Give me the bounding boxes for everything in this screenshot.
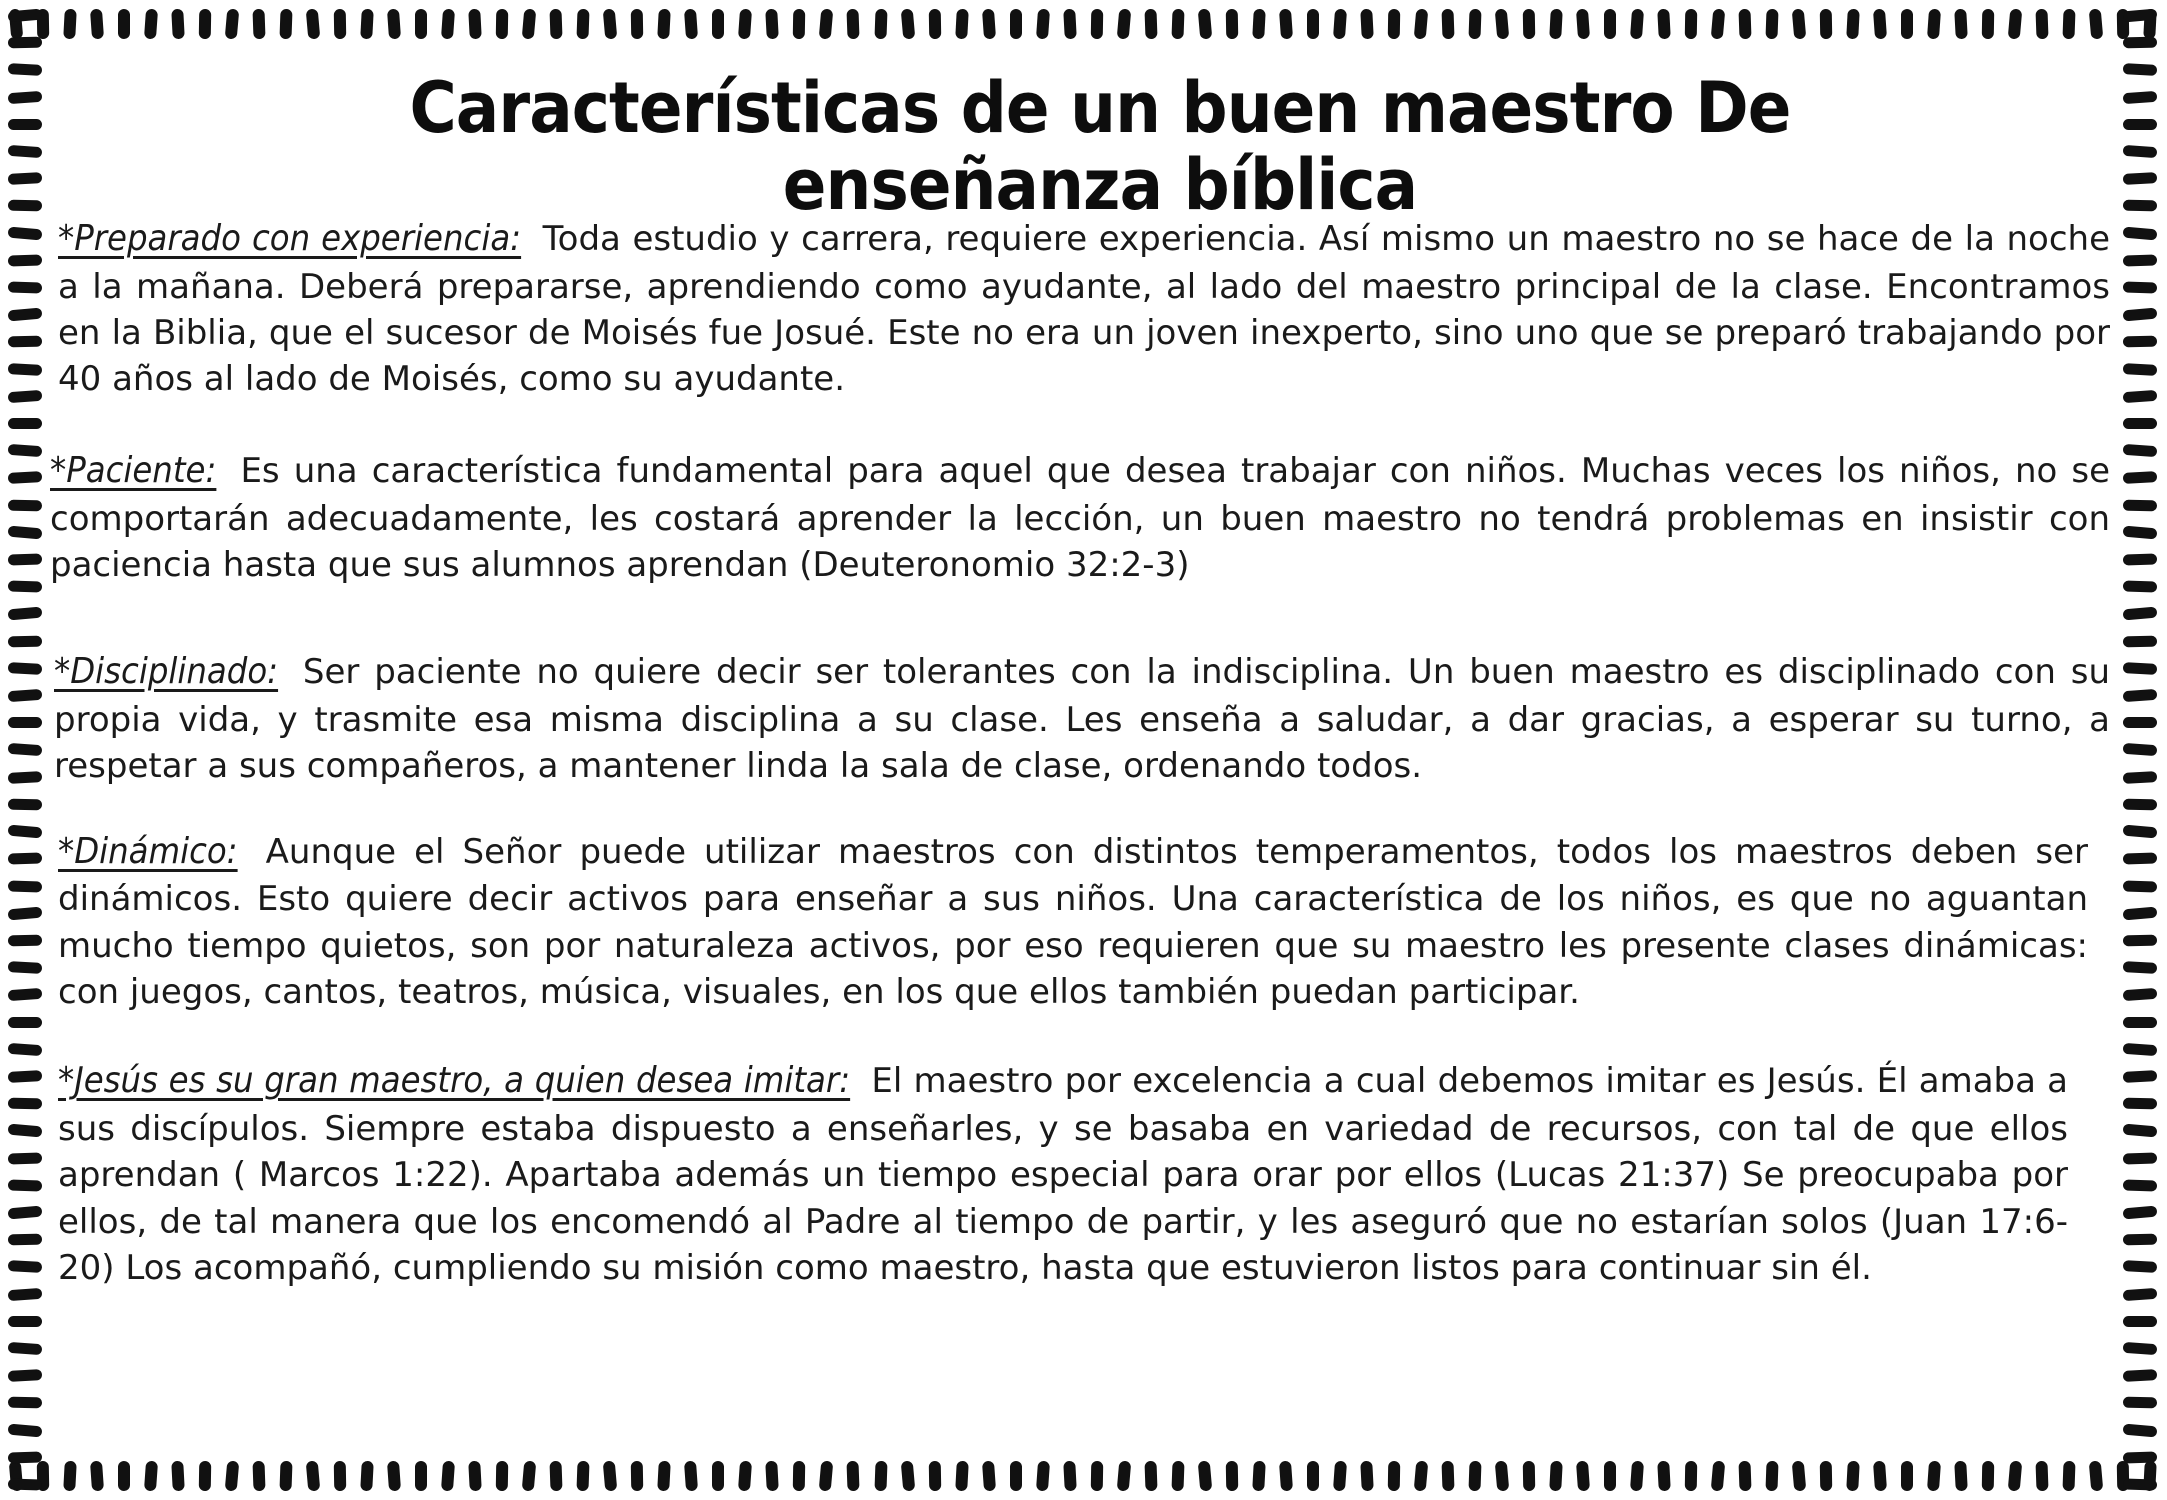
border-dash bbox=[2008, 1461, 2023, 1492]
border-dash bbox=[1144, 9, 1157, 39]
border-dash bbox=[468, 1461, 482, 1492]
border-dash bbox=[2123, 799, 2157, 811]
border-dash bbox=[2123, 1342, 2158, 1355]
border-dash bbox=[928, 9, 941, 39]
border-dash bbox=[8, 226, 43, 240]
border-dash bbox=[360, 9, 374, 40]
border-dash bbox=[1927, 9, 1941, 40]
border-dash bbox=[1738, 1461, 1751, 1491]
section-disciplinado bbox=[54, 648, 2110, 789]
border-dash bbox=[2123, 635, 2157, 647]
border-dash bbox=[8, 1451, 42, 1463]
border-dash bbox=[1414, 9, 1429, 40]
border-dash bbox=[1468, 1461, 1481, 1491]
border-dash bbox=[2123, 363, 2158, 376]
border-dash bbox=[118, 1461, 130, 1491]
border-dash bbox=[171, 9, 185, 40]
border-dash bbox=[8, 662, 43, 675]
border-dash bbox=[63, 9, 77, 40]
border-dash bbox=[2123, 853, 2157, 865]
border-dash bbox=[712, 1461, 724, 1491]
border-dash bbox=[8, 390, 43, 403]
border-dash bbox=[631, 9, 644, 39]
border-dash bbox=[8, 1369, 43, 1382]
border-dash bbox=[1333, 9, 1347, 40]
border-dash bbox=[928, 1461, 941, 1491]
border-dash bbox=[793, 1461, 806, 1491]
border-dash bbox=[8, 90, 43, 103]
border-dash bbox=[1360, 1461, 1374, 1492]
border-dash bbox=[2089, 1461, 2104, 1492]
border-dash bbox=[1523, 1461, 1536, 1491]
border-dash bbox=[8, 472, 43, 485]
border-dash bbox=[766, 9, 780, 40]
border-dash bbox=[8, 418, 42, 429]
border-dash bbox=[955, 1461, 969, 1492]
section-preparado bbox=[58, 215, 2110, 403]
border-dash bbox=[441, 9, 455, 40]
border-dash bbox=[1468, 9, 1481, 39]
border-dash bbox=[1657, 9, 1671, 40]
border-dash bbox=[2008, 9, 2023, 40]
border-dash bbox=[1820, 9, 1833, 39]
border-dash bbox=[8, 1152, 42, 1164]
border-dash bbox=[118, 9, 130, 39]
section-heading: *Preparado con experiencia: bbox=[58, 218, 522, 259]
border-dash bbox=[8, 1397, 42, 1409]
border-dash bbox=[90, 1461, 104, 1492]
border-dash bbox=[1711, 1461, 1726, 1492]
border-dash bbox=[306, 1461, 321, 1492]
border-dash bbox=[1252, 1461, 1266, 1492]
border-dash bbox=[8, 799, 42, 811]
border-dash bbox=[712, 9, 724, 39]
decorative-border-bottom bbox=[10, 1456, 2157, 1496]
border-dash bbox=[1307, 1461, 1319, 1491]
border-dash bbox=[334, 9, 347, 39]
border-dash bbox=[2123, 1124, 2158, 1138]
border-dash bbox=[1063, 1461, 1077, 1492]
border-dash bbox=[631, 1461, 644, 1491]
border-dash bbox=[1711, 9, 1726, 40]
border-dash bbox=[900, 9, 915, 40]
border-dash bbox=[441, 1461, 455, 1492]
border-dash bbox=[2123, 499, 2157, 511]
border-dash bbox=[1144, 1461, 1157, 1491]
border-dash bbox=[1846, 9, 1860, 40]
border-dash bbox=[2123, 880, 2157, 892]
border-dash bbox=[496, 1461, 509, 1491]
border-dash bbox=[1954, 1461, 1968, 1492]
border-dash bbox=[874, 1461, 887, 1491]
border-dash bbox=[8, 935, 42, 947]
border-dash bbox=[8, 336, 42, 348]
section-text: Es una característica fundamental para aquel que desea trabajar con niños. Muchas veces los niños, no se comportarán adecuadamente, les costará aprender la lección, un buen maestro no tendrá problemas en insistir con paciencia hasta que sus alumnos aprendan (Deuteronomio 32:2-3) bbox=[50, 450, 2111, 585]
border-dash bbox=[415, 1461, 427, 1491]
border-dash bbox=[1197, 1461, 1212, 1492]
border-dash bbox=[1657, 1461, 1671, 1492]
border-dash bbox=[8, 9, 43, 23]
border-dash bbox=[468, 9, 482, 40]
border-dash bbox=[522, 1461, 537, 1492]
border-dash bbox=[8, 145, 43, 158]
border-dash bbox=[738, 1461, 752, 1492]
border-dash bbox=[550, 1461, 563, 1491]
border-dash bbox=[658, 9, 672, 40]
border-dash bbox=[2123, 581, 2157, 593]
border-dash bbox=[2123, 336, 2157, 348]
border-dash bbox=[280, 1461, 293, 1491]
border-dash bbox=[1738, 9, 1751, 39]
section-heading: *Paciente: bbox=[50, 449, 217, 491]
border-dash bbox=[8, 771, 43, 784]
border-dash bbox=[8, 308, 43, 322]
border-dash bbox=[2123, 200, 2157, 212]
border-dash bbox=[1441, 9, 1454, 39]
border-dash bbox=[2123, 472, 2158, 485]
border-dash bbox=[2123, 1070, 2158, 1083]
border-dash bbox=[8, 853, 42, 865]
border-dash bbox=[684, 9, 698, 40]
border-dash bbox=[1116, 9, 1131, 40]
border-dash bbox=[793, 9, 806, 39]
border-dash bbox=[2036, 1461, 2049, 1491]
border-dash bbox=[2123, 906, 2158, 920]
border-dash bbox=[2123, 1205, 2158, 1219]
border-dash bbox=[658, 1461, 672, 1492]
border-dash bbox=[550, 9, 563, 39]
border-dash bbox=[1982, 1461, 1995, 1491]
border-dash bbox=[1630, 9, 1644, 40]
border-dash bbox=[1604, 1461, 1616, 1491]
border-dash bbox=[8, 1017, 42, 1028]
border-dash bbox=[2123, 145, 2158, 158]
border-dash bbox=[2063, 1461, 2076, 1491]
border-dash bbox=[8, 717, 42, 728]
border-dash bbox=[1630, 1461, 1644, 1492]
border-dash bbox=[1954, 9, 1968, 40]
border-dash bbox=[2123, 37, 2157, 49]
border-dash bbox=[8, 635, 42, 647]
border-dash bbox=[253, 1461, 266, 1491]
border-dash bbox=[1576, 1461, 1590, 1492]
border-dash bbox=[2123, 607, 2158, 621]
border-dash bbox=[2123, 1152, 2157, 1164]
border-dash bbox=[1820, 1461, 1833, 1491]
border-dash bbox=[1279, 9, 1293, 40]
border-dash bbox=[2123, 1316, 2157, 1327]
border-dash bbox=[1549, 9, 1563, 40]
border-dash bbox=[2123, 553, 2157, 565]
border-dash bbox=[2123, 961, 2158, 974]
border-dash bbox=[1279, 1461, 1293, 1492]
border-dash bbox=[1063, 9, 1077, 40]
border-dash bbox=[1495, 9, 1510, 40]
border-dash bbox=[1873, 9, 1887, 40]
border-dash bbox=[8, 689, 43, 702]
border-dash bbox=[1765, 9, 1778, 39]
border-dash bbox=[1171, 9, 1184, 39]
border-dash bbox=[1388, 1461, 1401, 1491]
border-dash bbox=[306, 9, 321, 40]
border-dash bbox=[144, 9, 158, 40]
border-dash bbox=[1685, 9, 1698, 39]
border-dash bbox=[2123, 662, 2158, 675]
border-dash bbox=[2123, 1179, 2157, 1191]
border-dash bbox=[387, 9, 401, 40]
border-dash bbox=[2123, 418, 2157, 429]
border-dash bbox=[199, 9, 212, 39]
border-dash bbox=[2123, 525, 2158, 539]
border-dash bbox=[1549, 1461, 1563, 1492]
decorative-border-right bbox=[2119, 10, 2161, 1490]
decorative-border-top bbox=[10, 4, 2157, 44]
border-dash bbox=[2063, 9, 2076, 39]
border-dash bbox=[8, 607, 43, 621]
border-dash bbox=[2123, 743, 2158, 756]
border-dash bbox=[2123, 64, 2158, 77]
border-dash bbox=[1441, 1461, 1454, 1491]
border-dash bbox=[2123, 1043, 2158, 1056]
border-dash bbox=[684, 1461, 698, 1492]
border-dash bbox=[2123, 1098, 2157, 1110]
border-dash bbox=[1036, 9, 1050, 40]
border-dash bbox=[1225, 9, 1238, 39]
border-dash bbox=[2123, 1260, 2158, 1273]
border-dash bbox=[253, 9, 266, 39]
border-dash bbox=[1685, 1461, 1698, 1491]
border-dash bbox=[8, 1043, 43, 1056]
border-dash bbox=[8, 825, 43, 839]
border-dash bbox=[2123, 390, 2158, 403]
border-dash bbox=[2123, 1234, 2157, 1246]
border-dash bbox=[360, 1461, 374, 1492]
border-dash bbox=[738, 9, 752, 40]
border-dash bbox=[8, 525, 43, 539]
border-dash bbox=[2123, 281, 2157, 293]
border-dash bbox=[2123, 1369, 2158, 1382]
border-dash bbox=[1576, 9, 1590, 40]
border-dash bbox=[8, 444, 43, 457]
border-dash bbox=[819, 9, 834, 40]
section-heading: *Jesús es su gran maestro, a quien desea imitar: bbox=[58, 1060, 851, 1102]
border-dash bbox=[2123, 90, 2158, 103]
border-dash bbox=[144, 1461, 158, 1492]
border-dash bbox=[874, 9, 887, 39]
border-dash bbox=[2123, 825, 2158, 839]
page-title: Características de un buen maestro De enseñanza bíblica bbox=[409, 67, 1791, 226]
border-dash bbox=[1252, 9, 1266, 40]
border-dash bbox=[2123, 254, 2157, 266]
border-dash bbox=[8, 37, 42, 49]
border-dash bbox=[8, 499, 42, 511]
section-dinamico bbox=[58, 828, 2088, 1016]
border-dash bbox=[2123, 935, 2157, 947]
border-dash bbox=[1036, 1461, 1050, 1492]
border-dash bbox=[8, 1124, 43, 1138]
border-dash bbox=[2123, 717, 2157, 728]
section-text: Toda estudio y carrera, requiere experiencia. Así mismo un maestro no se hace de la noche a la mañana. Deberá prepararse, aprendiendo como ayudante, al lado del maestro principal de la clase. Encontramos en la Biblia, que el sucesor de Moisés fue Josué. Este no era un joven inexperto, sino uno que se preparó trabajando por 40 años al lado de Moisés, como su ayudante. bbox=[58, 219, 2110, 400]
border-dash bbox=[2123, 689, 2158, 702]
border-dash bbox=[63, 1461, 77, 1492]
border-dash bbox=[900, 1461, 915, 1492]
border-dash bbox=[1010, 9, 1022, 39]
border-dash bbox=[8, 1234, 42, 1246]
border-dash bbox=[819, 1461, 834, 1492]
border-dash bbox=[2123, 1423, 2158, 1437]
border-dash bbox=[90, 9, 104, 40]
border-dash bbox=[982, 1461, 996, 1492]
border-dash bbox=[8, 200, 42, 212]
border-dash bbox=[522, 9, 537, 40]
border-dash bbox=[1090, 1461, 1103, 1491]
decorative-border-left bbox=[4, 10, 46, 1490]
border-dash bbox=[1873, 1461, 1887, 1492]
border-dash bbox=[2123, 1397, 2157, 1409]
border-dash bbox=[199, 1461, 212, 1491]
border-dash bbox=[8, 1342, 43, 1355]
border-dash bbox=[1792, 1461, 1807, 1492]
border-dash bbox=[2089, 9, 2104, 40]
border-dash bbox=[1010, 1461, 1022, 1491]
border-dash bbox=[603, 1461, 618, 1492]
border-dash bbox=[603, 9, 618, 40]
border-dash bbox=[577, 1461, 590, 1491]
border-dash bbox=[171, 1461, 185, 1492]
border-dash bbox=[8, 988, 43, 1001]
border-dash bbox=[8, 1179, 42, 1191]
border-dash bbox=[8, 1098, 42, 1110]
section-text: Ser paciente no quiere decir ser tolerantes con la indisciplina. Un buen maestro es disciplinado con su propia vida, y trasmite esa misma disciplina a su clase. Les enseña a saludar, a dar gracias, a esperar su turno, a respetar a sus compañeros, a mantener linda la sala de clase, ordenando todos. bbox=[54, 652, 2110, 787]
border-dash bbox=[847, 1461, 860, 1491]
border-dash bbox=[2123, 988, 2158, 1001]
section-paciente bbox=[50, 447, 2110, 588]
border-dash bbox=[1307, 9, 1319, 39]
border-dash bbox=[2123, 226, 2158, 240]
border-dash bbox=[334, 1461, 347, 1491]
border-dash bbox=[8, 880, 42, 892]
border-dash bbox=[1982, 9, 1995, 39]
border-dash bbox=[8, 254, 42, 266]
border-dash bbox=[2123, 444, 2158, 457]
border-dash bbox=[2123, 771, 2158, 784]
border-dash bbox=[2123, 1478, 2157, 1490]
border-dash bbox=[2123, 1287, 2158, 1300]
border-dash bbox=[8, 1070, 43, 1083]
border-dash bbox=[2123, 119, 2157, 130]
border-dash bbox=[1333, 1461, 1347, 1492]
border-dash bbox=[8, 961, 43, 974]
border-dash bbox=[1901, 9, 1913, 39]
border-dash bbox=[1171, 1461, 1184, 1491]
border-dash bbox=[1495, 1461, 1510, 1492]
border-dash bbox=[8, 1478, 42, 1490]
border-dash bbox=[1792, 9, 1807, 40]
border-dash bbox=[1116, 1461, 1131, 1492]
border-dash bbox=[496, 9, 509, 39]
border-dash bbox=[8, 1260, 43, 1273]
border-dash bbox=[1901, 1461, 1913, 1491]
border-dash bbox=[2123, 9, 2158, 23]
border-dash bbox=[225, 1461, 240, 1492]
border-dash bbox=[8, 172, 43, 185]
border-dash bbox=[1197, 9, 1212, 40]
border-dash bbox=[1927, 1461, 1941, 1492]
border-dash bbox=[8, 281, 42, 293]
section-text: Aunque el Señor puede utilizar maestros con distintos temperamentos, todos los maestros deben ser dinámicos. Esto quiere decir activos para enseñar a sus niños. Una característica de los niños, es que no aguantan mucho tiempo quietos, son por naturaleza activos, por eso requieren que su maestro les presente clases dinámicas: con juegos, cantos, teatros, música, visuales, en los que ellos también puedan participar. bbox=[58, 831, 2088, 1012]
border-dash bbox=[225, 9, 240, 40]
border-dash bbox=[982, 9, 996, 40]
section-text: El maestro por excelencia a cual debemos imitar es Jesús. Él amaba a sus discípulos. Siempre estaba dispuesto a enseñarles, y se basaba en variedad de recursos, con tal de que ellos aprendan ( Marcos 1:22). Apartaba además un tiempo especial para orar por ellos (Lucas 21:37) Se preocupaba por ellos, de tal manera que los encomendó al Padre al tiempo de partir, y les aseguró que no estarían solos (Juan 17:6-20) Los acompañó, cumpliendo su misión como maestro, hasta que estuvieron listos para continuar sin él. bbox=[58, 1061, 2068, 1288]
section-jesus bbox=[58, 1057, 2068, 1291]
border-dash bbox=[1225, 1461, 1238, 1491]
border-dash bbox=[1090, 9, 1103, 39]
border-dash bbox=[847, 9, 860, 39]
border-dash bbox=[8, 906, 43, 920]
border-dash bbox=[8, 363, 43, 376]
border-dash bbox=[415, 9, 427, 39]
document-body bbox=[50, 215, 2110, 1291]
border-dash bbox=[766, 1461, 780, 1492]
border-dash bbox=[2036, 9, 2049, 39]
border-dash bbox=[1414, 1461, 1429, 1492]
border-dash bbox=[2123, 172, 2158, 185]
section-heading: *Dinámico: bbox=[58, 830, 238, 872]
border-dash bbox=[1604, 9, 1616, 39]
border-dash bbox=[955, 9, 969, 40]
border-dash bbox=[1846, 1461, 1860, 1492]
border-dash bbox=[280, 9, 293, 39]
border-dash bbox=[2123, 1451, 2157, 1463]
border-dash bbox=[1388, 9, 1401, 39]
border-dash bbox=[8, 119, 42, 130]
border-dash bbox=[2123, 1017, 2157, 1028]
border-dash bbox=[1765, 1461, 1778, 1491]
border-dash bbox=[1523, 9, 1536, 39]
border-dash bbox=[8, 64, 43, 77]
border-dash bbox=[8, 1423, 43, 1437]
border-dash bbox=[1360, 9, 1374, 40]
border-dash bbox=[577, 9, 590, 39]
border-dash bbox=[8, 743, 43, 756]
section-heading: *Disciplinado: bbox=[54, 651, 279, 693]
border-dash bbox=[8, 1287, 43, 1300]
border-dash bbox=[8, 553, 42, 565]
border-dash bbox=[2123, 308, 2158, 322]
border-dash bbox=[8, 581, 42, 593]
border-dash bbox=[8, 1316, 42, 1327]
border-dash bbox=[387, 1461, 401, 1492]
border-dash bbox=[8, 1205, 43, 1219]
